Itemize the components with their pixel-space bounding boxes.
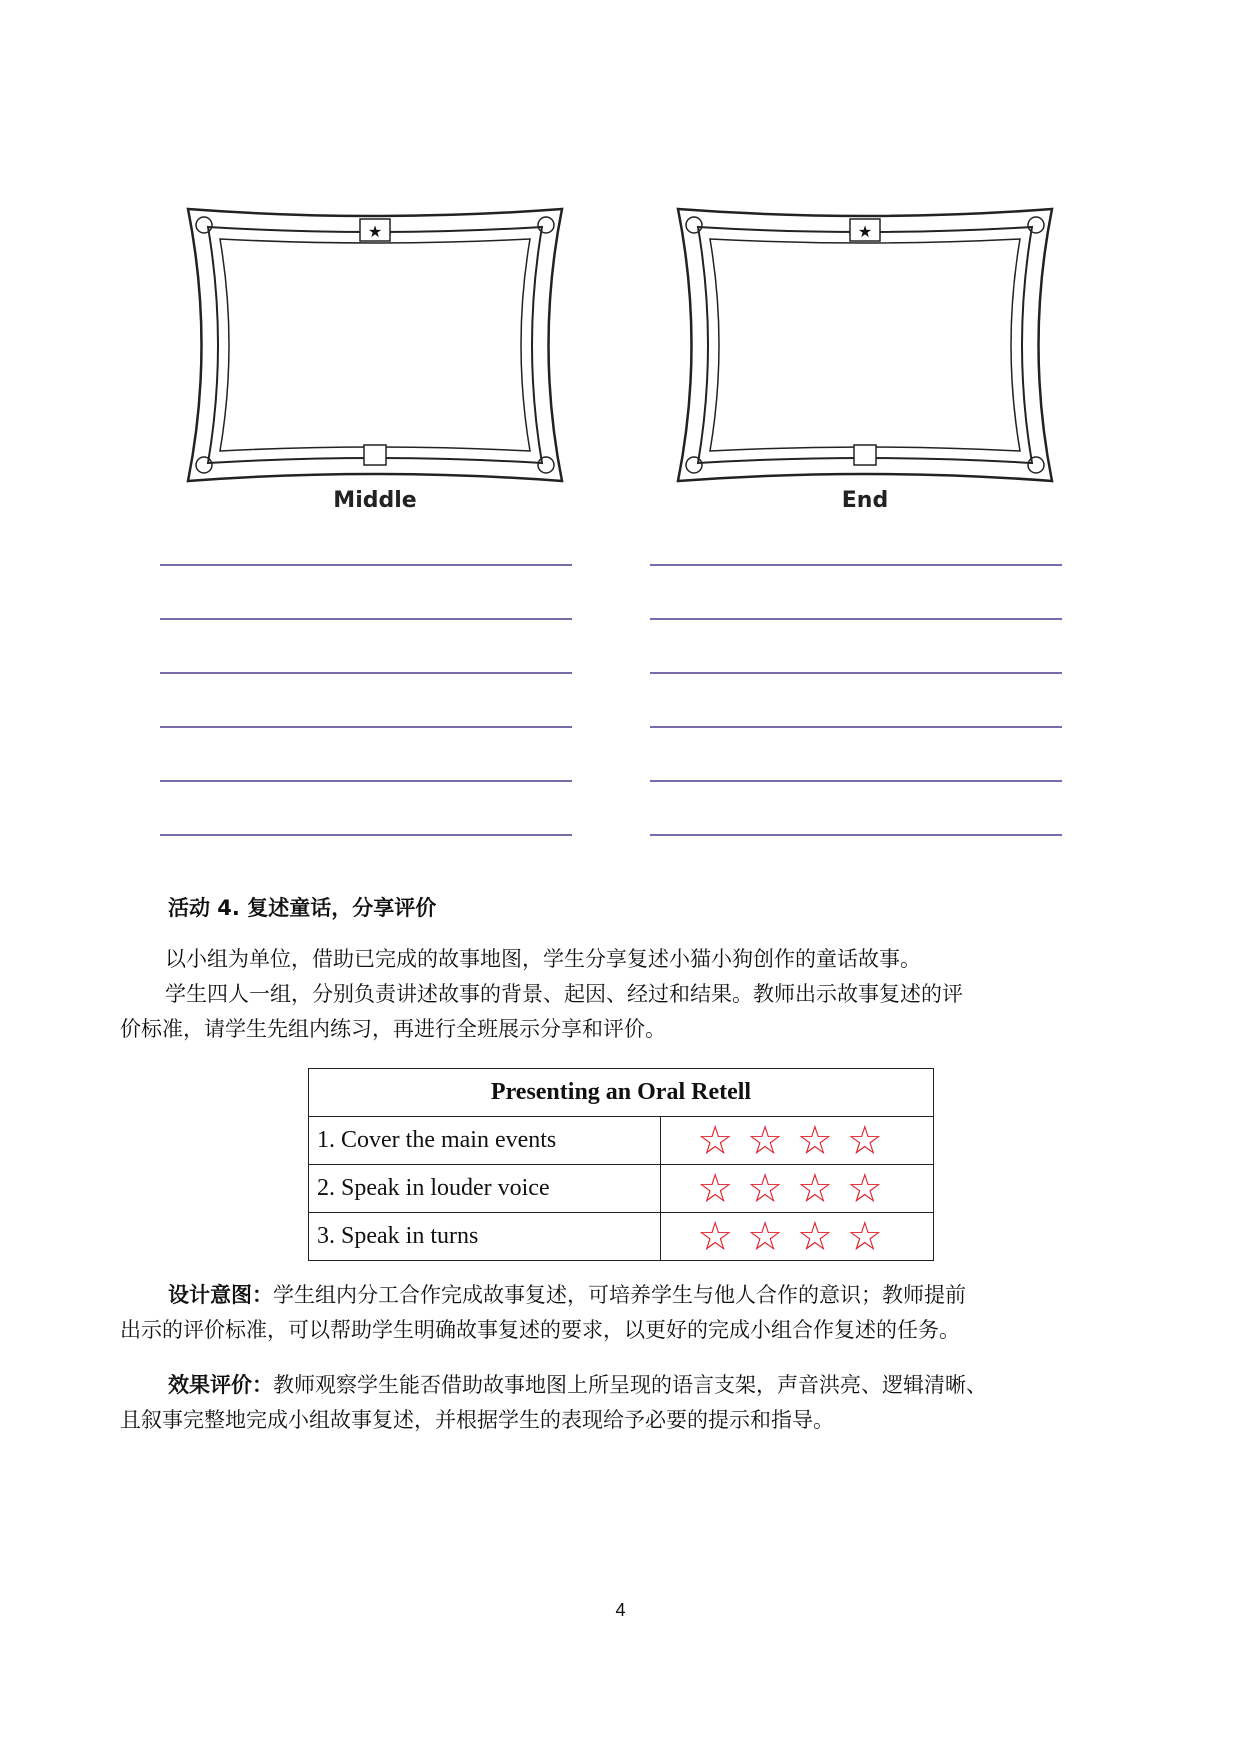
design-intent-line-1 [168,1278,1128,1313]
frame-label-end: End [841,488,889,513]
rubric-title-row [309,1069,934,1117]
rubric-table [308,1068,934,1261]
star-rating-icon[interactable]: ☆☆☆☆ [661,1117,934,1165]
writing-line[interactable] [160,726,572,728]
writing-line[interactable] [160,618,572,620]
writing-line[interactable] [650,834,1062,836]
decorative-frame-icon [670,205,1060,485]
rubric-criterion: 2. Speak in louder voice [309,1165,661,1213]
writing-line[interactable] [650,780,1062,782]
page-number: 4 [615,1600,626,1620]
writing-line[interactable] [650,564,1062,566]
frame-label-middle: Middle [333,488,417,513]
svg-text:★: ★ [857,222,873,241]
design-intent-label: 设计意图： [168,1283,273,1307]
story-frame-end [670,205,1060,525]
evaluation-line-2: 且叙事完整地完成小组故事复述，并根据学生的表现给予必要的提示和指导。 [120,1408,834,1432]
story-frame-middle [180,205,570,525]
star-rating-icon[interactable]: ☆☆☆☆ [661,1165,934,1213]
writing-line[interactable] [160,672,572,674]
star-rating-icon[interactable]: ☆☆☆☆ [661,1213,934,1261]
writing-line[interactable] [650,672,1062,674]
rubric-title: Presenting an Oral Retell [309,1069,934,1117]
evaluation-label: 效果评价： [168,1373,273,1397]
decorative-frame-icon [180,205,570,485]
activity-paragraph-2-line-1: 学生四人一组，分别负责讲述故事的背景、起因、经过和结果。教师出示故事复述的评 [165,982,963,1006]
activity-paragraph-2-line-2: 价标准，请学生先组内练习，再进行全班展示分享和评价。 [120,1017,666,1041]
evaluation-text: 教师观察学生能否借助故事地图上所呈现的语言支架，声音洪亮、逻辑清晰、 [273,1373,987,1397]
activity-paragraph-1: 以小组为单位，借助已完成的故事地图，学生分享复述小猫小狗创作的童话故事。 [165,947,921,971]
writing-line[interactable] [160,834,572,836]
activity-heading: 活动 4. 复述童话，分享评价 [168,896,437,920]
table-row [309,1213,934,1261]
design-intent-line-2: 出示的评价标准，可以帮助学生明确故事复述的要求，以更好的完成小组合作复述的任务。 [120,1318,960,1342]
writing-line[interactable] [650,618,1062,620]
table-row [309,1165,934,1213]
design-intent-text: 学生组内分工合作完成故事复述，可培养学生与他人合作的意识；教师提前 [273,1283,966,1307]
writing-line[interactable] [160,780,572,782]
rubric-criterion: 3. Speak in turns [309,1213,661,1261]
svg-text:★: ★ [367,222,383,241]
rubric-criterion: 1. Cover the main events [309,1117,661,1165]
table-row [309,1117,934,1165]
evaluation-line-1 [168,1368,1128,1403]
writing-line[interactable] [160,564,572,566]
writing-line[interactable] [650,726,1062,728]
